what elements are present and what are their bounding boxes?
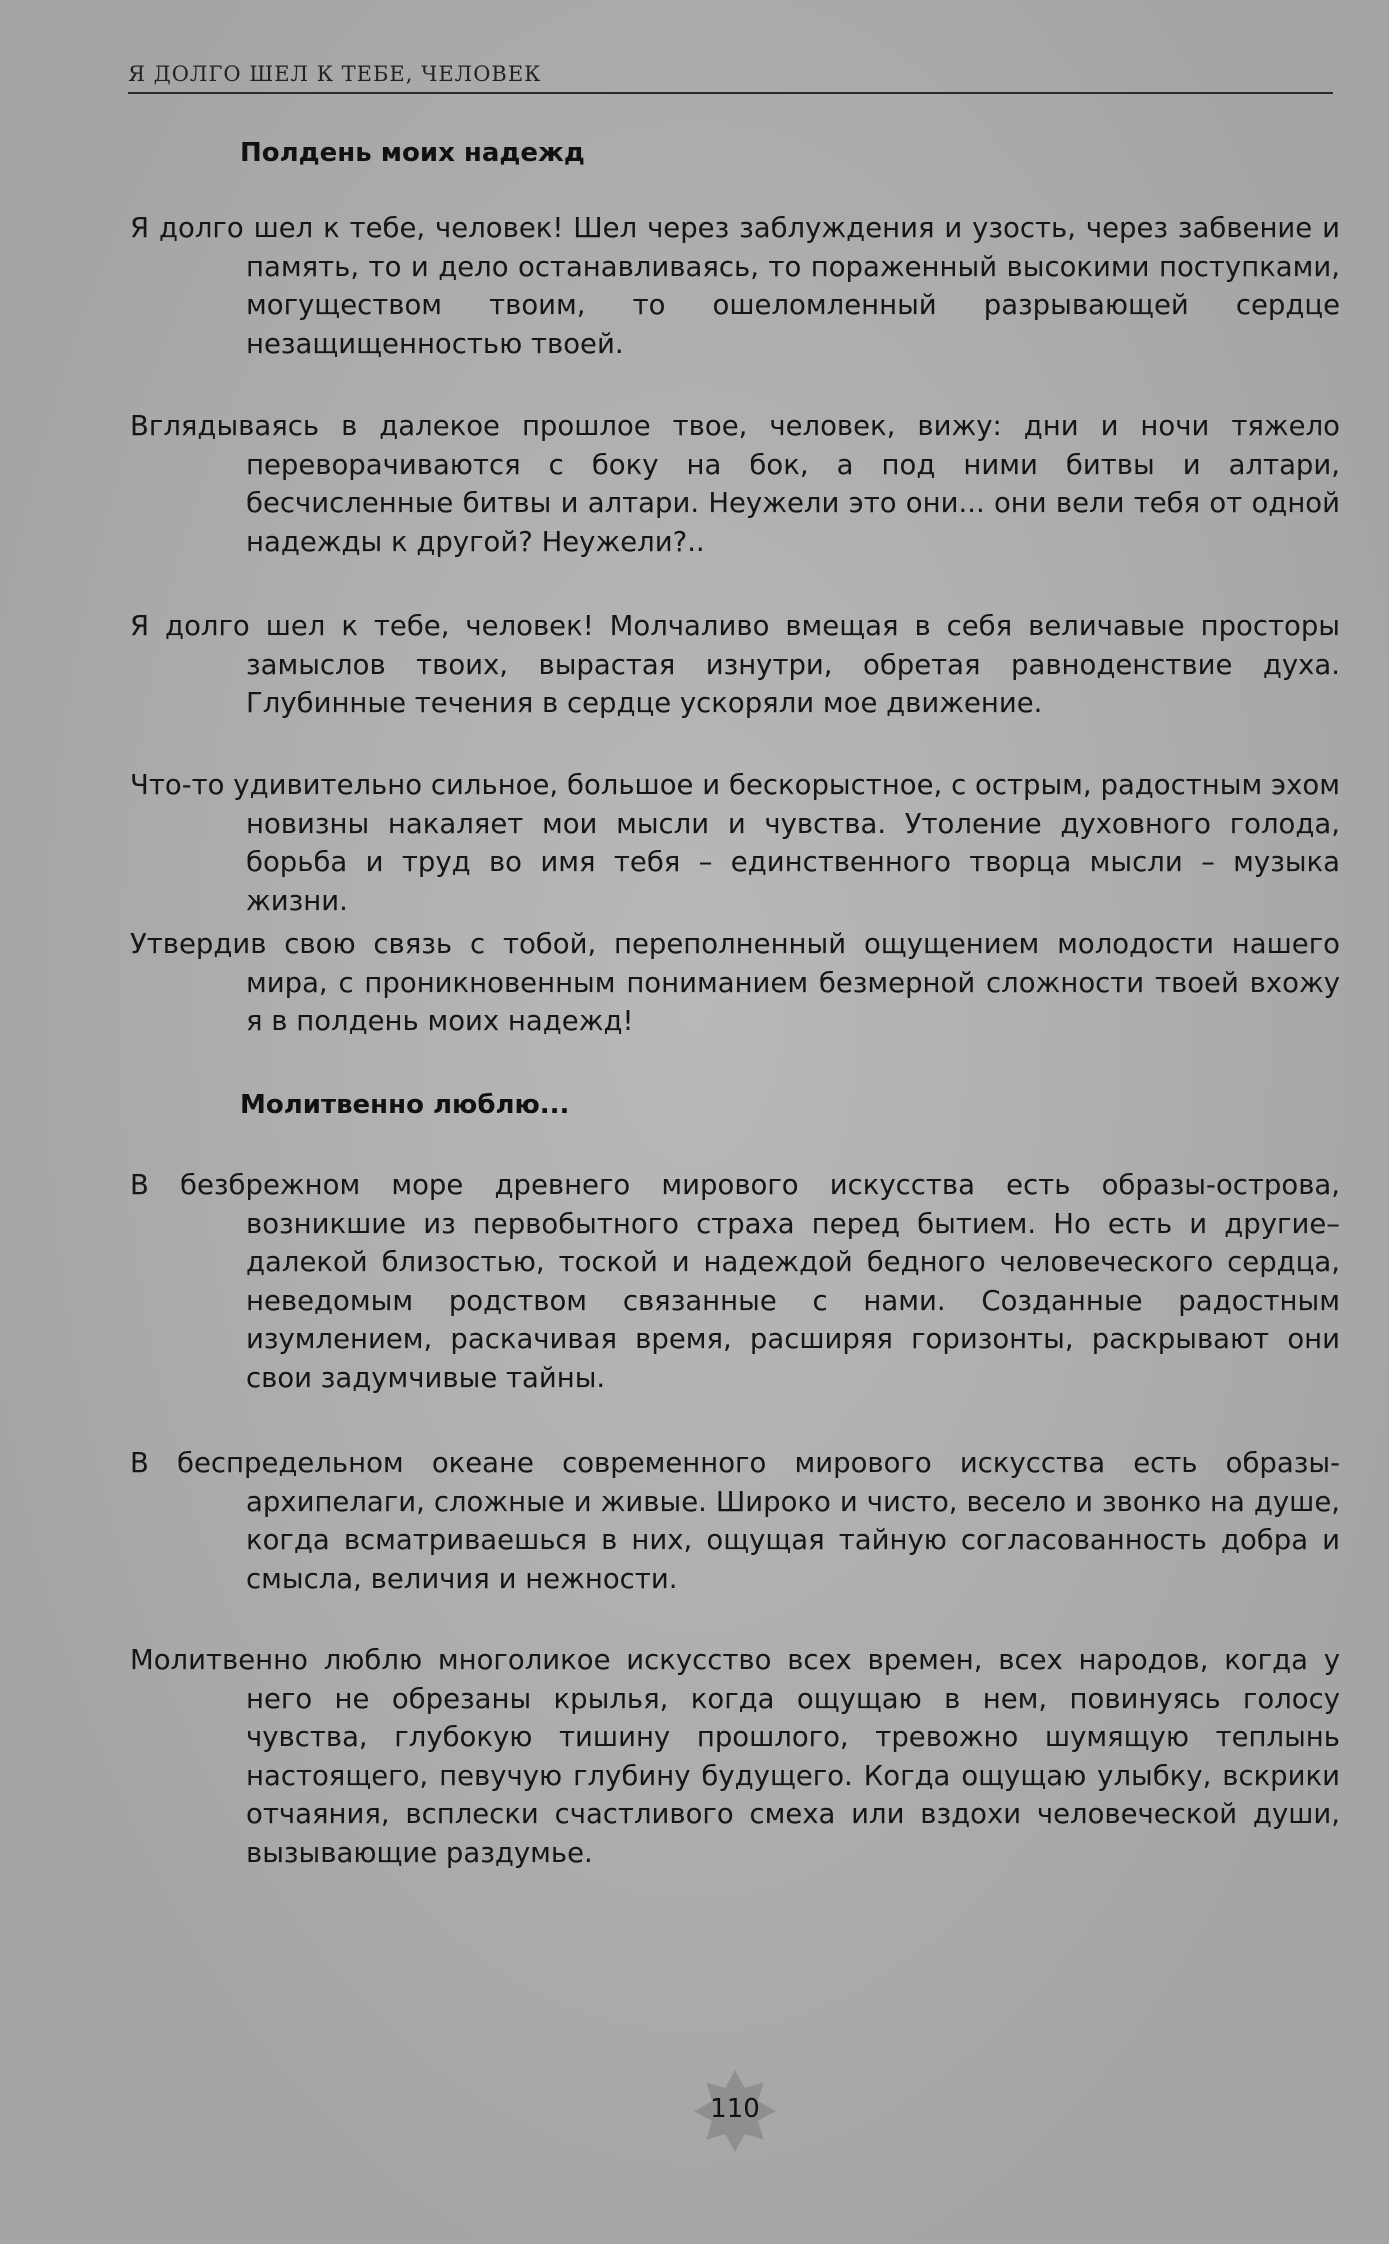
running-title: Я ДОЛГО ШЕЛ К ТЕБЕ, ЧЕЛОВЕК bbox=[128, 62, 542, 86]
paragraph: Я долго шел к тебе, человек! Шел через заблуждения и узость, через забвение и память, то и дело останавливаясь, то пораженный высокими поступками, могуществом твоим, то ошеломленный разрывающей сердце незащищенностью твоей. bbox=[130, 212, 1340, 360]
page-number-ornament bbox=[694, 2070, 776, 2152]
paragraph: Вглядываясь в далекое прошлое твое, человек, вижу: дни и ночи тяжело переворачиваются с боку на бок, а под ними битвы и алтари, бесчисленные битвы и алтари. Неужели это они... они вели тебя от одной надежды к другой? Неужели?.. bbox=[130, 410, 1340, 558]
running-header bbox=[128, 62, 1333, 94]
page-number: 110 bbox=[710, 2094, 760, 2124]
paragraph: Я долго шел к тебе, человек! Молчаливо вмещая в себя величавые просторы замыслов твоих, вырастая изнутри, обретая равноденствие духа. Глубинные течения в сердце ускоряли мое движение. bbox=[130, 610, 1340, 719]
section-heading: Молитвенно люблю... bbox=[240, 1090, 570, 1120]
paragraph: В беспредельном океане современного мирового искусства есть образы-архипелаги, сложные и живые. Широко и чисто, весело и звонко на душе, когда всматриваешься в них, ощущая тайную согласованность добра и смысла, величия и нежности. bbox=[130, 1447, 1340, 1595]
paragraph: Что-то удивительно сильное, большое и бескорыстное, с острым, радостным эхом новизны накаляет мои мысли и чувства. Утоление духовного голода, борьба и труд во имя тебя – единственного творца мысли – музыка жизни. bbox=[130, 769, 1340, 917]
paragraph: Молитвенно люблю многоликое искусство всех времен, всех народов, когда у него не обрезаны крылья, когда ощущаю в нем, повинуясь голосу чувства, глубокую тишину прошлого, тревожно шумящую теплынь настоящего, певучую глубину будущего. Когда ощущаю улыбку, вскрики отчаяния, всплески счастливого смеха или вздохи человеческой души, вызывающие раздумье. bbox=[130, 1644, 1340, 1869]
paragraph: Утвердив свою связь с тобой, переполненный ощущением молодости нашего мира, с проникновенным пониманием безмерной сложности твоей вхожу я в полдень моих надежд! bbox=[130, 928, 1340, 1037]
section-heading: Полдень моих надежд bbox=[240, 138, 585, 168]
paragraph: В безбрежном море древнего мирового искусства есть образы-острова, возникшие из первобытного страха перед бытием. Но есть и другие– далекой близостью, тоской и надеждой бедного человеческого сердца, неведомым родством связанные с нами. Созданные радостным изумлением, раскачивая время, расширяя горизонты, раскрывают они свои задумчивые тайны. bbox=[130, 1169, 1340, 1394]
